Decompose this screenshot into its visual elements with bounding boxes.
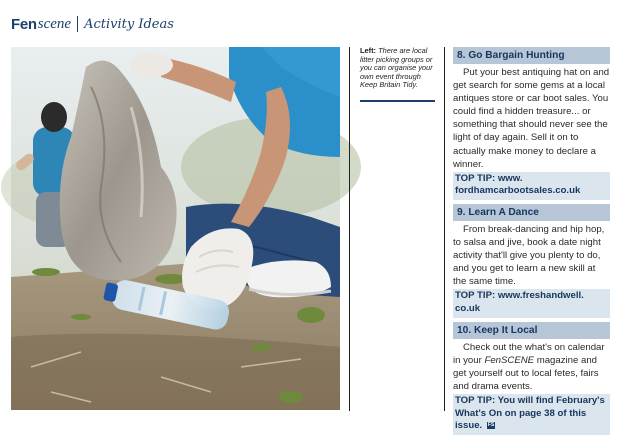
top-tip [453, 172, 610, 200]
header-divider [77, 16, 78, 32]
brand-logo-bold: Fen [11, 15, 37, 33]
top-tip-text: www.freshandwell. co.uk [455, 290, 584, 314]
top-tip-label: TOP TIP: [455, 290, 496, 302]
section-body-text: Check out the what's on calendar in your [453, 341, 605, 366]
magazine-name: FenSCENE [484, 354, 535, 366]
top-tip [453, 394, 610, 435]
section-body [453, 339, 610, 393]
caption-underline [360, 100, 435, 102]
section-heading: 8. Go Bargain Hunting [453, 47, 610, 64]
caption-lead: Left: [360, 46, 377, 55]
section-body-text: magazine and get yourself out to local fetes, fairs and drama events. [453, 354, 599, 392]
section-body: From break-dancing and hip hop, to salsa and jive, book a date night activity that'll give you plenty to do, and you get to learn a new skill at the same time. [453, 223, 605, 288]
section-heading: 10. Keep It Local [453, 322, 610, 339]
top-tip-label: TOP TIP: [455, 172, 496, 184]
column-divider [349, 47, 350, 411]
section-heading: 9. Learn A Dance [453, 204, 610, 221]
top-tip-label: TOP TIP: [455, 394, 496, 406]
section-body: Put your best antiquing hat on and get search for some gems at a local antiques store or car boot sales. You could find a hidden treasure... or something that should never see the light of day again. Sell it on to actually make money to declare a winner. [453, 67, 610, 170]
masthead [11, 12, 174, 36]
top-tip [453, 289, 610, 317]
photo-caption [360, 47, 436, 90]
article-column [453, 47, 610, 435]
top-tip-text: You will find February's What's On on page 38 of this issue. [455, 394, 605, 432]
litter-picking-photo [11, 47, 340, 410]
end-mark-icon: FS [487, 422, 495, 429]
column-divider [444, 47, 445, 411]
caption-text: There are local litter picking groups or you can organise your own event through Keep Britain Tidy. [360, 46, 433, 90]
section-title: Activity Ideas [84, 16, 174, 32]
top-tip-text: www. fordhamcarbootsales.co.uk [455, 172, 581, 197]
brand-logo-italic: scene [37, 15, 72, 32]
